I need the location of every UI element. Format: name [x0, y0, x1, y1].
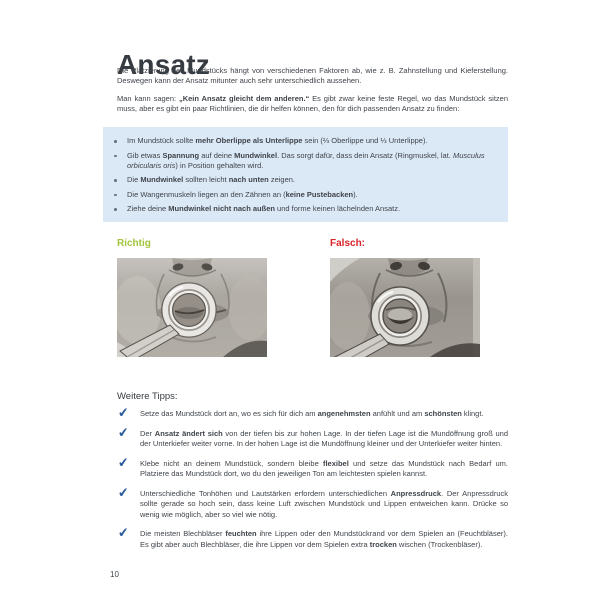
info-box: [103, 127, 508, 222]
tips-heading: Weitere Tipps:: [117, 391, 178, 402]
bullet-text: Ziehe deine Mundwinkel nicht nach außen und forme keinen lächelnden Ansatz.: [127, 204, 401, 213]
wrong-label: Falsch:: [330, 238, 366, 249]
page-number: 10: [110, 570, 119, 579]
tip-item: [117, 424, 509, 450]
info-bullet: [103, 190, 496, 200]
bullet-dot-icon: [114, 155, 117, 158]
bullet-text: Die Wangenmuskeln liegen an den Zähnen an (keine Pustebacken).: [127, 189, 358, 199]
check-icon: ✔: [117, 454, 130, 472]
bullet-text: Die Mundwinkel sollten leicht nach unten zeigen.: [127, 175, 296, 184]
intro-paragraph: Man kann sagen: „Kein Ansatz gleicht dem anderen.“ Es gibt zwar keine feste Regel, wo das Mundstück sitzen muss, aber es gibt ein paar Richtlinien, die dir helfen können, den für dich passenden Ansatz zu finden:: [117, 94, 508, 113]
tip-text: Der Ansatz ändert sich von der tiefen bis zur hohen Lage. In der tiefen Lage ist die Mundöffnung groß und der Unterkiefer weiter vorne. In der hohen Lage ist die Mundöffnung kleiner und der Unterkiefer weiter hinten.: [140, 428, 509, 448]
bullet-text: Im Mundstück sollte mehr Oberlippe als Unterlippe sein (⅔ Oberlippe und ⅓ Unterlippe).: [127, 136, 428, 145]
tips-list: [117, 405, 509, 559]
check-icon: ✔: [117, 484, 130, 502]
info-bullet: [103, 151, 496, 171]
embouchure-photo-wrong: [330, 258, 480, 357]
embouchure-photo-wrong-graphic: [330, 258, 480, 357]
bullet-text: Gib etwas Spannung auf deine Mundwinkel. Das sorgt dafür, dass dein Ansatz (Ringmuskel, lat. Musculus orbicularis oris) in Position gehalten wird.: [127, 150, 485, 170]
bullet-dot-icon: [114, 140, 117, 143]
tip-text: Klebe nicht an deinem Mundstück, sondern bleibe flexibel und setze das Mundstück nach Bedarf um. Platziere das Mundstück dort, wo du den jeweiligen Ton am leichtesten spielen kannst.: [140, 458, 508, 478]
embouchure-photo-correct-graphic: [117, 258, 267, 357]
info-bullet: [103, 204, 496, 214]
info-bullet: [103, 175, 496, 185]
bullet-dot-icon: [114, 194, 117, 197]
tip-item: [117, 525, 508, 550]
check-icon: ✔: [117, 405, 130, 422]
bullet-dot-icon: [114, 179, 117, 182]
correct-label: Richtig: [117, 238, 151, 249]
info-bullet: [103, 136, 496, 146]
page-title: Ansatz: [117, 48, 210, 80]
bullet-dot-icon: [114, 208, 117, 211]
embouchure-photo-correct: [117, 258, 267, 357]
tip-text: Unterschiedliche Tonhöhen und Lautstärken erfordern unterschiedlichen Anpressdruck. Der Anpressdruck sollte gerade so hoch sein, dass keine Luft zwischen Mundstück und Lippen entweichen kann. Drücke so wenig wie möglich, aber so viel wie nötig.: [140, 488, 508, 519]
tip-item: [117, 484, 508, 521]
tip-text: Setze das Mundstück dort an, wo es sich für dich am angenehmsten anfühlt und am schönsten klingt.: [140, 409, 484, 418]
tip-text: Die meisten Blechbläser feuchten ihre Lippen oder den Mundstückrand vor dem Spielen an (Feuchtbläser). Es gibt aber auch Blechbläser, die ihre Lippen vor dem Spielen extra trocken wischen (Trockenbläser).: [140, 529, 508, 549]
tip-item: [117, 454, 508, 480]
tip-item: [117, 405, 508, 422]
intro-section: [117, 66, 508, 122]
check-icon: ✔: [117, 424, 130, 442]
intro-paragraph: Die Platzierung des Mundstücks hängt von verschiedenen Faktoren ab, wie z. B. Zahnstellung und Kieferstellung. Deswegen kann der Ansatz mitunter auch sehr unterschiedlich aussehen.: [117, 66, 508, 85]
check-icon: ✔: [117, 525, 130, 542]
